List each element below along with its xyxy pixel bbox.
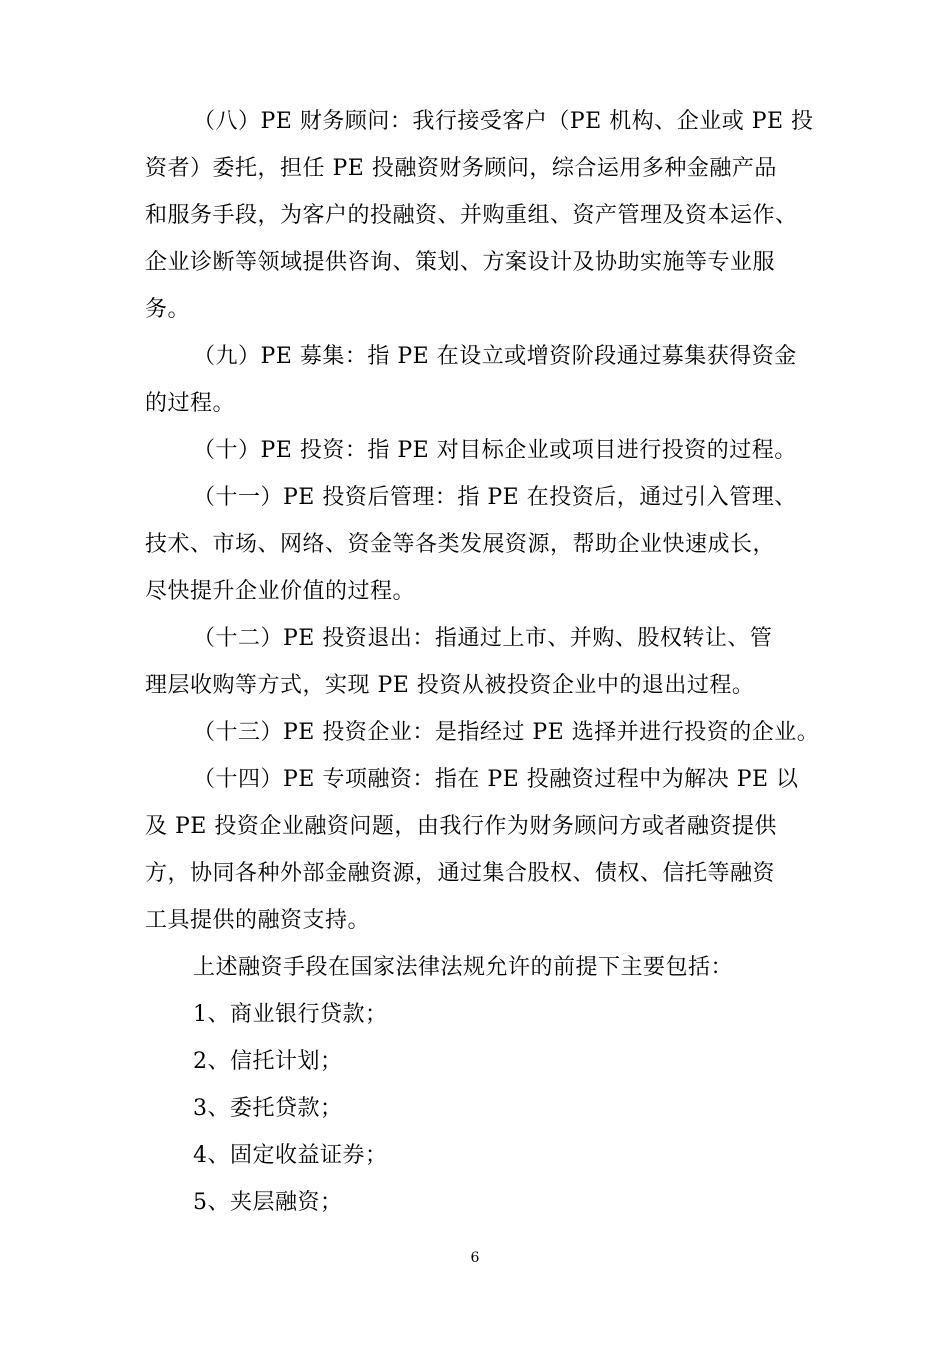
list-item: 3、委托贷款； [193, 1096, 343, 1121]
paragraph-12-line-2: 理层收购等方式，实现 PE 投资从被投资企业中的退出过程。 [145, 673, 755, 698]
paragraph-8-line-2: 资者）委托，担任 PE 投融资财务顾问，综合运用多种金融产品 [145, 156, 777, 181]
paragraph-13-line-1: （十三）PE 投资企业：是指经过 PE 选择并进行投资的企业。 [193, 720, 820, 745]
list-item: 4、固定收益证券； [193, 1143, 388, 1168]
paragraph-14-line-4: 工具提供的融资支持。 [145, 908, 371, 933]
paragraph-8-line-4: 企业诊断等领域提供咨询、策划、方案设计及协助实施等专业服 [145, 250, 776, 275]
paragraph-9-line-1: （九）PE 募集：指 PE 在设立或增资阶段通过募集获得资金 [193, 344, 797, 369]
paragraph-14-line-3: 方，协同各种外部金融资源，通过集合股权、债权、信托等融资 [145, 861, 776, 886]
paragraph-14-line-2: 及 PE 投资企业融资问题，由我行作为财务顾问方或者融资提供 [145, 814, 777, 839]
list-item: 1、商业银行贷款； [193, 1002, 388, 1027]
financing-intro-line: 上述融资手段在国家法律法规允许的前提下主要包括： [193, 955, 734, 980]
paragraph-8-line-1: （八）PE 财务顾问：我行接受客户（PE 机构、企业或 PE 投 [193, 109, 814, 134]
paragraph-10-line-1: （十）PE 投资：指 PE 对目标企业或项目进行投资的过程。 [193, 438, 797, 463]
paragraph-8-line-3: 和服务手段，为客户的投融资、并购重组、资产管理及资本运作、 [145, 203, 798, 228]
paragraph-11-line-1: （十一）PE 投资后管理：指 PE 在投资后，通过引入管理、 [193, 485, 797, 510]
paragraph-14-line-1: （十四）PE 专项融资：指在 PE 投融资过程中为解决 PE 以 [193, 767, 799, 792]
page-number: 6 [470, 1250, 480, 1266]
paragraph-11-line-2: 技术、市场、网络、资金等各类发展资源，帮助企业快速成长， [145, 532, 776, 557]
paragraph-11-line-3: 尽快提升企业价值的过程。 [145, 579, 416, 604]
list-item: 2、信托计划； [193, 1049, 343, 1074]
list-item: 5、夹层融资； [193, 1190, 343, 1215]
paragraph-9-line-2: 的过程。 [145, 391, 236, 416]
paragraph-12-line-1: （十二）PE 投资退出：指通过上市、并购、股权转让、管 [193, 626, 773, 651]
paragraph-8-line-5: 务。 [145, 297, 191, 322]
